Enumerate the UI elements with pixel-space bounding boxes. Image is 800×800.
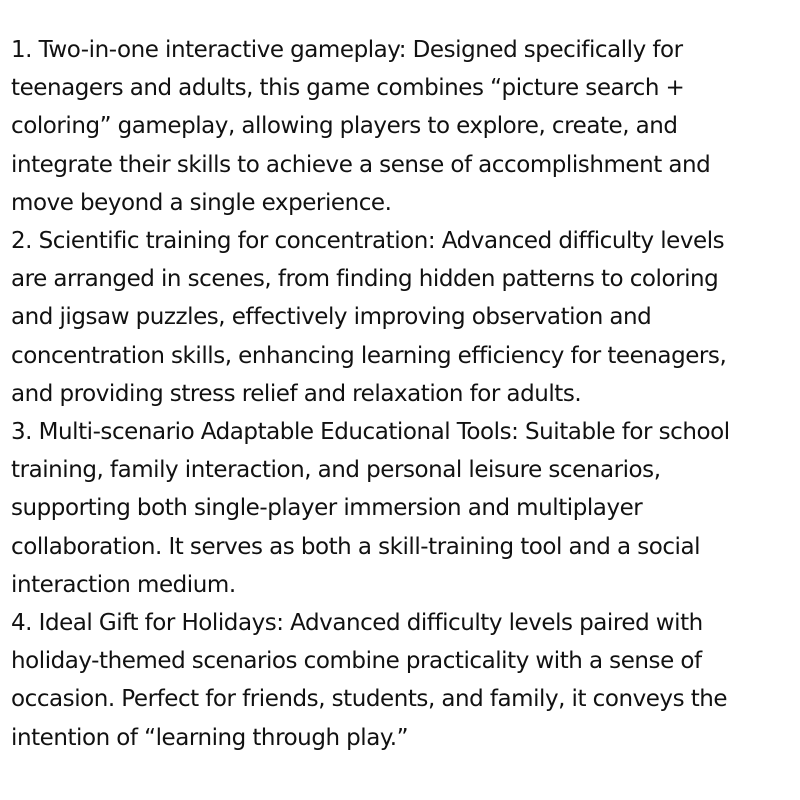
feature-paragraph-educational-tools: 3. Multi-scenario Adaptable Educational Tools: Suitable for school training, family interaction, and personal leisure scenarios, supporting both single-player immersion and multiplayer collaboration. It serves as both a skill-training tool and a social interaction medium.: [11, 419, 730, 598]
feature-description: [11, 31, 793, 757]
feature-paragraph-gameplay: 1. Two-in-one interactive gameplay: Designed specifically for teenagers and adults, this game combines “picture search + coloring” gameplay, allowing players to explore, create, and integrate their skills to achieve a sense of accomplishment and move beyond a single experience.: [11, 37, 711, 216]
feature-paragraph-holiday-gift: 4. Ideal Gift for Holidays: Advanced difficulty levels paired with holiday-themed scenarios combine practicality with a sense of occasion. Perfect for friends, students, and family, it conveys the intention of “learning through play.”: [11, 610, 728, 751]
feature-paragraph-concentration: 2. Scientific training for concentration: Advanced difficulty levels are arranged in scenes, from finding hidden patterns to coloring and jigsaw puzzles, effectively improving observation and concentration skills, enhancing learning efficiency for teenagers, and providing stress relief and relaxation for adults.: [11, 228, 727, 407]
